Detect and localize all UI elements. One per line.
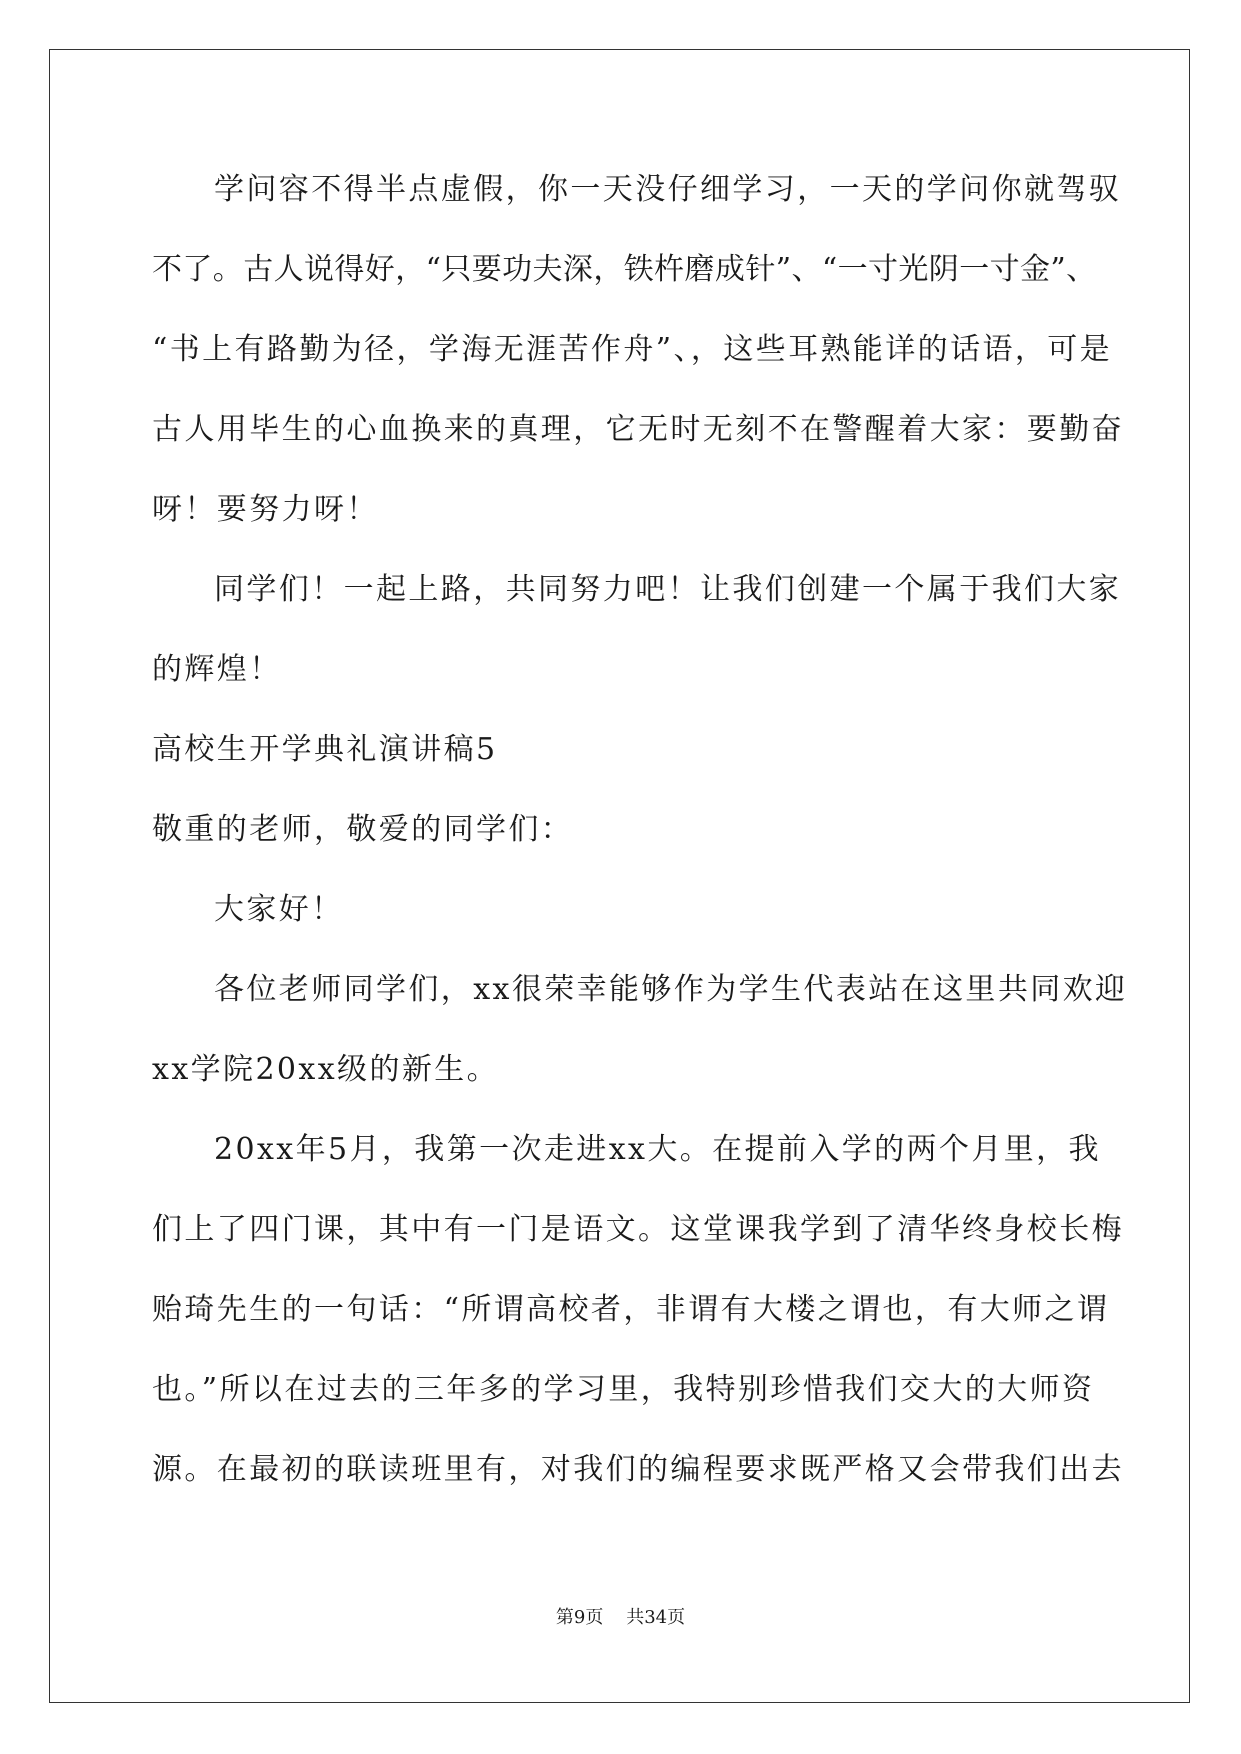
- page-label-suffix: 页: [585, 1607, 604, 1628]
- text-line: 也。”所以在过去的三年多的学习里，我特别珍惜我们交大的大师资: [152, 1372, 1095, 1407]
- text-line: “书上有路勤为径，学海无涯苦作舟”、，这些耳熟能详的话语，可是: [152, 332, 1113, 367]
- page-footer: [0, 1606, 1241, 1630]
- text-line: 古人用毕生的心血换来的真理，它无时无刻不在警醒着大家：要勤奋: [152, 412, 1124, 447]
- text-line: 源。在最初的联读班里有，对我们的编程要求既严格又会带我们出去: [152, 1452, 1124, 1487]
- footer-spacer: [603, 1607, 626, 1628]
- total-pages: 34: [644, 1607, 668, 1628]
- text-line: 各位老师同学们，xx很荣幸能够作为学生代表站在这里共同欢迎: [214, 972, 1128, 1007]
- text-line: 高校生开学典礼演讲稿5: [152, 732, 498, 767]
- text-line: 们上了四门课，其中有一门是语文。这堂课我学到了清华终身校长梅: [152, 1212, 1124, 1247]
- document-body: [152, 158, 1128, 1518]
- text-line: 呀！要努力呀！: [152, 492, 379, 527]
- page-number: 9: [573, 1607, 586, 1628]
- text-line: 敬重的老师，敬爱的同学们：: [152, 812, 574, 847]
- page-label-prefix: 第: [555, 1607, 574, 1628]
- text-line: 20xx年5月，我第一次走进xx大。在提前入学的两个月里，我: [214, 1132, 1101, 1167]
- text-line: 同学们！一起上路，共同努力吧！让我们创建一个属于我们大家: [214, 572, 1122, 607]
- text-line: 的辉煌！: [152, 652, 282, 687]
- text-line: 贻琦先生的一句话：“所谓高校者，非谓有大楼之谓也，有大师之谓: [152, 1292, 1110, 1327]
- text-line: xx学院20xx级的新生。: [152, 1052, 500, 1087]
- text-line: 学问容不得半点虚假，你一天没仔细学习，一天的学问你就驾驭: [214, 172, 1122, 207]
- total-label-prefix: 共: [626, 1607, 645, 1628]
- total-label-suffix: 页: [667, 1607, 686, 1628]
- text-line: 不了。古人说得好，“只要功夫深，铁杵磨成针”、“一寸光阴一寸金”、: [152, 252, 1097, 287]
- text-line: 大家好！: [214, 892, 344, 927]
